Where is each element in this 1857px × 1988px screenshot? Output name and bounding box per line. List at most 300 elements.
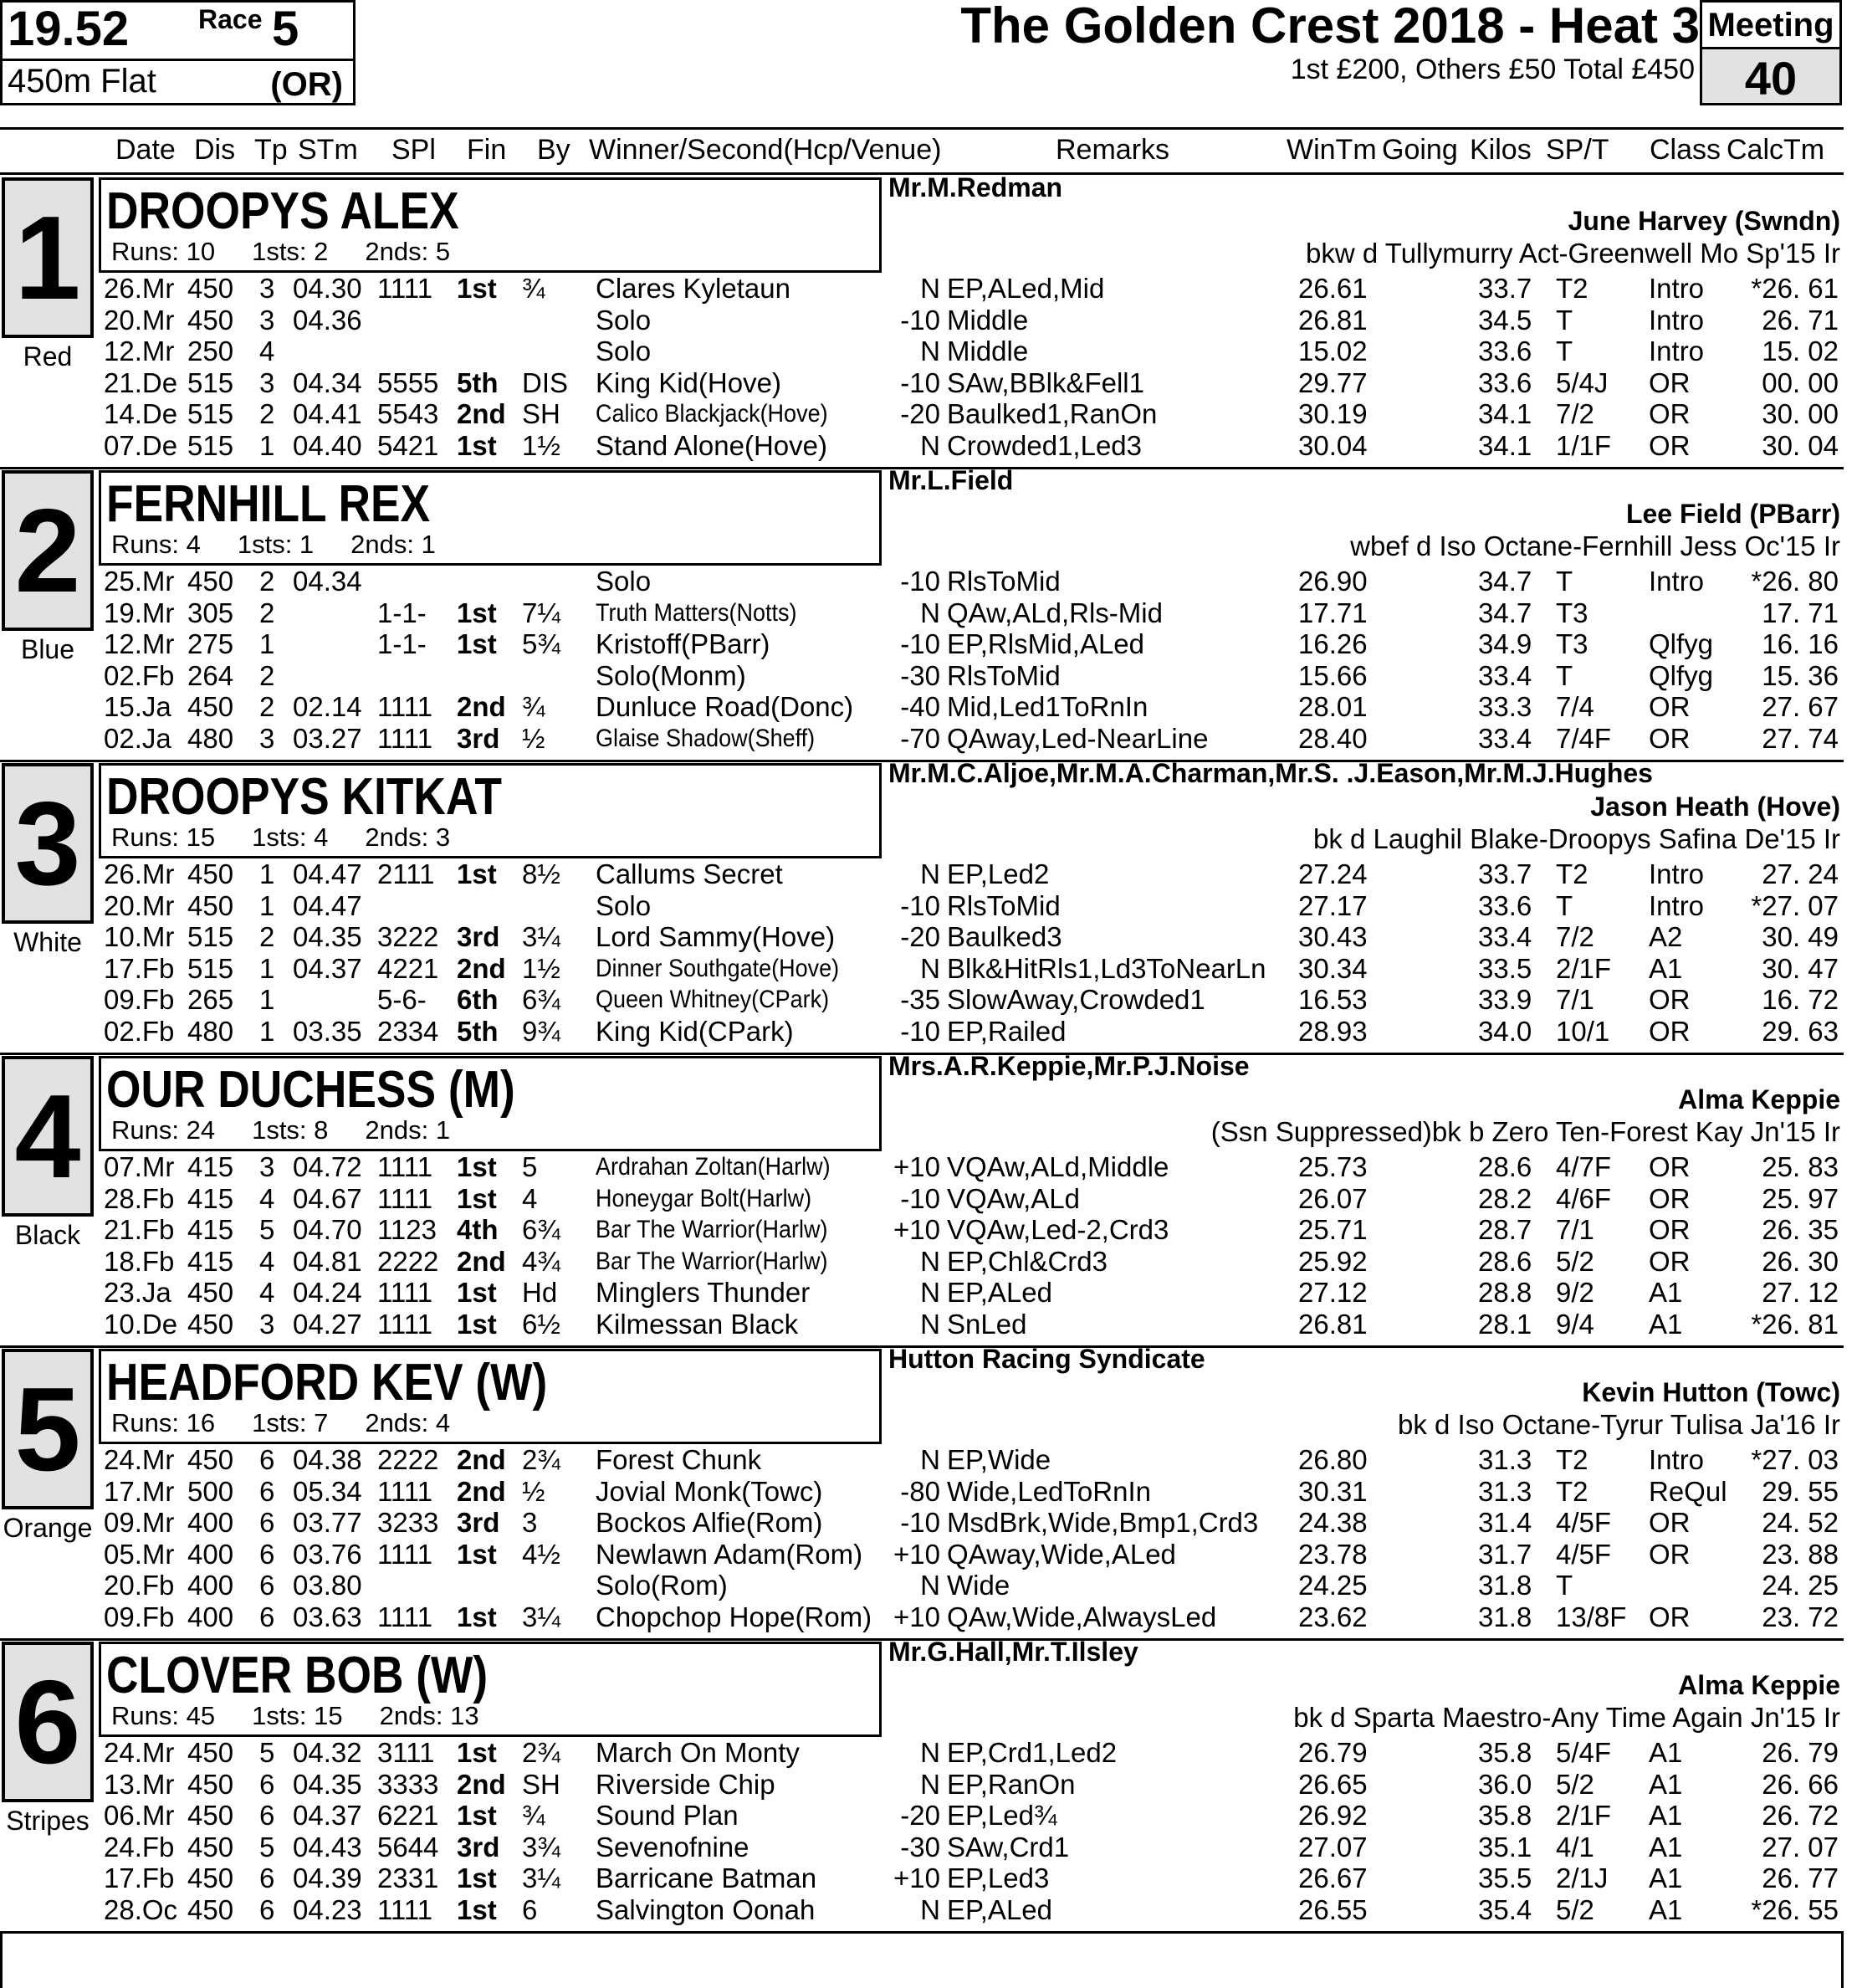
form-remarks: EP,RanOn (947, 1768, 1076, 1800)
race-label: Race (198, 4, 263, 34)
form-stm: 03.27 (293, 722, 362, 754)
runs-count: Runs: 16 (111, 1408, 216, 1437)
form-remarks: RlsToMid (947, 889, 1061, 921)
form-by: SH (522, 1768, 560, 1800)
form-spt: T (1556, 566, 1573, 597)
form-row (0, 1183, 1844, 1215)
form-by: ¾ (522, 1800, 545, 1831)
form-kilos: 28.1 (1478, 1308, 1532, 1340)
form-by: 4½ (522, 1538, 560, 1570)
form-tp: 4 (259, 1182, 275, 1214)
form-date: 05.Mr (104, 1538, 175, 1570)
form-wintm: 16.53 (1298, 984, 1368, 1015)
form-stm: 04.39 (293, 1862, 362, 1893)
runner-1 (0, 172, 1844, 470)
form-tp: 2 (259, 659, 275, 691)
form-winner: Kilmessan Black (596, 1308, 799, 1340)
col-date: Date (115, 134, 176, 166)
form-by: SH (522, 398, 560, 429)
form-date: 24.Fb (104, 1831, 175, 1862)
form-cls: OR (1649, 1601, 1691, 1632)
race-number: 5 (272, 2, 299, 56)
form-row (0, 660, 1844, 692)
breeding: bkw d Tullymurry Act-Greenwell Mo Sp'15 Ir (1305, 238, 1840, 269)
form-spt: T (1556, 304, 1573, 336)
form-date: 14.De (104, 398, 178, 429)
runner-3 (0, 758, 1844, 1056)
form-kilos: 34.7 (1478, 566, 1532, 597)
form-fin: 3rd (457, 722, 500, 754)
form-date: 09.Fb (104, 984, 175, 1015)
form-by: DIS (522, 366, 569, 398)
trap-colour: Stripes (6, 1806, 90, 1836)
form-row (0, 890, 1844, 922)
form-table (0, 1737, 1844, 1925)
form-date: 10.De (104, 1308, 178, 1340)
form-remarks: MsdBrk,Wide,Bmp1,Crd3 (947, 1507, 1259, 1538)
form-by: 8½ (522, 858, 560, 889)
form-row (0, 691, 1844, 723)
form-wintm: 27.07 (1298, 1831, 1368, 1862)
form-date: 21.De (104, 366, 178, 398)
form-wintm: 23.62 (1298, 1601, 1368, 1632)
form-row (0, 1246, 1844, 1278)
form-row (0, 1507, 1844, 1539)
form-winner: King Kid(Hove) (596, 366, 781, 398)
form-winner: Chopchop Hope(Rom) (596, 1601, 872, 1632)
form-by: 3¼ (522, 1601, 560, 1632)
form-cls: OR (1649, 984, 1691, 1015)
form-stm: 04.72 (293, 1151, 362, 1182)
wins-count: 1sts: 1 (237, 530, 315, 559)
form-remarks: Baulked3 (947, 921, 1062, 952)
form-spt: 4/5F (1556, 1507, 1612, 1538)
form-date: 09.Fb (104, 1601, 175, 1632)
col-wintm: WinTm (1287, 134, 1377, 166)
form-by: 1½ (522, 952, 560, 984)
form-spt: 5/2 (1556, 1893, 1594, 1925)
runs-count: Runs: 24 (111, 1115, 216, 1145)
form-dis: 480 (187, 722, 234, 754)
form-calc: 00. 00 (1762, 366, 1839, 398)
trap-number: 5 (2, 1349, 94, 1509)
owner: Mr.G.Hall,Mr.T.Ilsley (888, 1637, 1138, 1667)
form-date: 23.Ja (104, 1277, 171, 1308)
form-calc: 30. 00 (1762, 398, 1839, 429)
form-date: 25.Mr (104, 566, 175, 597)
form-table (0, 273, 1844, 461)
form-spl: 3233 (377, 1507, 439, 1538)
form-spt: 2/1J (1556, 1862, 1609, 1893)
form-tp: 6 (259, 1768, 275, 1800)
form-dis: 500 (187, 1475, 234, 1507)
race-info-box (0, 0, 356, 105)
form-by: Hd (522, 1277, 558, 1308)
form-kilos: 33.6 (1478, 889, 1532, 921)
col-spl: SPl (391, 134, 436, 166)
form-row (0, 305, 1844, 336)
form-wintm: 26.80 (1298, 1444, 1368, 1475)
form-stm: 03.77 (293, 1507, 362, 1538)
form-kilos: 36.0 (1478, 1768, 1532, 1800)
form-tp: 1 (259, 889, 275, 921)
form-wintm: 15.02 (1298, 336, 1368, 366)
form-spl: 1111 (377, 1601, 433, 1632)
dog-stats (111, 237, 487, 267)
form-tp: 1 (259, 952, 275, 984)
form-dis: 515 (187, 398, 234, 429)
form-stm: 04.34 (293, 366, 362, 398)
form-calc: 27. 67 (1762, 691, 1839, 722)
form-date: 09.Mr (104, 1507, 175, 1538)
form-fin: 2nd (457, 1475, 506, 1507)
form-going: -10 (900, 1507, 940, 1538)
col-class: Class (1650, 134, 1721, 166)
form-fin: 1st (457, 1277, 497, 1308)
form-going: -35 (900, 984, 940, 1015)
form-wintm: 30.43 (1298, 921, 1368, 952)
form-spl: 5421 (377, 429, 439, 461)
form-kilos: 28.2 (1478, 1182, 1532, 1214)
form-stm: 04.27 (293, 1308, 362, 1340)
form-date: 17.Fb (104, 952, 175, 984)
form-spl: 1111 (377, 722, 433, 754)
form-remarks: SAw,Crd1 (947, 1831, 1070, 1862)
trap-colour: Blue (20, 634, 75, 664)
wins-count: 1sts: 15 (252, 1701, 343, 1730)
form-remarks: Mid,Led1ToRnIn (947, 691, 1148, 722)
form-spl: 1111 (377, 1277, 433, 1308)
form-tp: 1 (259, 858, 275, 889)
form-spt: 7/4 (1556, 691, 1594, 722)
form-by: 7¼ (522, 597, 560, 628)
form-dis: 450 (187, 691, 234, 722)
breeding: wbef d Iso Octane-Fernhill Jess Oc'15 Ir (1350, 530, 1840, 561)
form-fin: 2nd (457, 691, 506, 722)
form-cls: A1 (1649, 1308, 1683, 1340)
seconds-count: 2nds: 1 (365, 1115, 451, 1145)
form-remarks: VQAw,Led-2,Crd3 (947, 1214, 1169, 1245)
form-kilos: 28.7 (1478, 1214, 1532, 1245)
form-going: N (920, 1768, 940, 1800)
form-spl: 3333 (377, 1768, 439, 1800)
form-by: 4 (522, 1182, 538, 1214)
form-winner: Ardrahan Zoltan(Harlw) (596, 1153, 831, 1181)
form-going: -30 (900, 659, 940, 691)
trap-number: 2 (2, 470, 94, 631)
form-kilos: 31.3 (1478, 1475, 1532, 1507)
form-calc: 16. 16 (1762, 628, 1839, 659)
form-row (0, 723, 1844, 755)
breeding: bk d Sparta Maestro-Any Time Again Jn'15 Ir (1293, 1702, 1840, 1733)
form-remarks: EP,Crd1,Led2 (947, 1737, 1118, 1768)
form-cls: OR (1649, 691, 1691, 722)
form-calc: 26. 66 (1762, 1768, 1839, 1800)
form-going: -10 (900, 304, 940, 336)
form-winner: Solo(Monm) (596, 659, 746, 691)
form-wintm: 27.17 (1298, 889, 1368, 921)
form-tp: 5 (259, 1737, 275, 1768)
form-date: 13.Mr (104, 1768, 175, 1800)
form-going: +10 (893, 1601, 940, 1632)
col-stm: STm (298, 134, 358, 166)
form-row (0, 1800, 1844, 1832)
form-winner: Truth Matters(Notts) (596, 598, 797, 627)
form-dis: 400 (187, 1538, 234, 1570)
form-calc: 29. 55 (1762, 1475, 1839, 1507)
form-cls: Intro (1649, 273, 1705, 304)
form-spt: 4/6F (1556, 1182, 1612, 1214)
form-dis: 450 (187, 304, 234, 336)
form-dis: 450 (187, 1308, 234, 1340)
form-date: 10.Mr (104, 921, 175, 952)
form-stm: 04.43 (293, 1831, 362, 1862)
form-tp: 4 (259, 336, 275, 366)
form-fin: 2nd (457, 952, 506, 984)
form-winner: Stand Alone(Hove) (596, 429, 828, 461)
form-fin: 2nd (457, 1768, 506, 1800)
form-spt: 7/4F (1556, 722, 1612, 754)
meeting-number: 40 (1744, 52, 1798, 105)
form-spt: 13/8F (1556, 1601, 1627, 1632)
form-spl: 2331 (377, 1862, 439, 1893)
form-row (0, 367, 1844, 399)
dog-stats (111, 1115, 487, 1145)
form-spt: 2/1F (1556, 952, 1612, 984)
form-going: -10 (900, 628, 940, 659)
meeting-label: Meeting (1702, 3, 1839, 49)
form-wintm: 26.92 (1298, 1800, 1368, 1831)
form-cls: A1 (1649, 1737, 1683, 1768)
form-winner: Sound Plan (596, 1800, 739, 1831)
form-spl: 2111 (377, 858, 435, 889)
form-kilos: 35.4 (1478, 1893, 1532, 1925)
form-cls: OR (1649, 1507, 1691, 1538)
form-cls: Intro (1649, 889, 1705, 921)
form-wintm: 25.73 (1298, 1151, 1368, 1182)
trainer: Kevin Hutton (Towc) (1582, 1377, 1840, 1407)
form-fin: 3rd (457, 1507, 500, 1538)
trainer: Alma Keppie (1678, 1084, 1840, 1114)
dog-name: FERNHILL REX (106, 475, 431, 533)
dog-name: HEADFORD KEV (W) (106, 1354, 548, 1412)
form-stm: 04.81 (293, 1245, 362, 1277)
form-date: 02.Fb (104, 659, 175, 691)
form-wintm: 30.19 (1298, 398, 1368, 429)
form-going: -10 (900, 566, 940, 597)
form-kilos: 34.7 (1478, 597, 1532, 628)
form-cls: OR (1649, 366, 1691, 398)
form-dis: 265 (187, 984, 234, 1015)
form-remarks: Baulked1,RanOn (947, 398, 1158, 429)
form-date: 12.Mr (104, 336, 175, 366)
form-fin: 1st (457, 273, 497, 304)
seconds-count: 2nds: 1 (350, 530, 436, 559)
form-fin: 1st (457, 597, 497, 628)
form-calc: *26. 55 (1751, 1893, 1839, 1925)
form-row (0, 1016, 1844, 1048)
form-dis: 415 (187, 1151, 234, 1182)
form-remarks: EP,Led2 (947, 858, 1050, 889)
dog-name: OUR DUCHESS (M) (106, 1061, 515, 1119)
form-calc: 23. 72 (1762, 1601, 1839, 1632)
col-by: By (537, 134, 570, 166)
form-kilos: 31.8 (1478, 1570, 1532, 1601)
form-tp: 6 (259, 1800, 275, 1831)
form-remarks: EP,Wide (947, 1444, 1051, 1475)
form-by: ½ (522, 1475, 545, 1507)
form-tp: 2 (259, 691, 275, 722)
col-spt: SP/T (1546, 134, 1609, 166)
form-spt: 9/2 (1556, 1277, 1594, 1308)
form-cls: A1 (1649, 1277, 1683, 1308)
form-kilos: 33.4 (1478, 921, 1532, 952)
form-remarks: EP,ALed (947, 1893, 1053, 1925)
form-spt: T2 (1556, 1475, 1588, 1507)
form-spl: 1111 (377, 1308, 433, 1340)
form-spt: 7/1 (1556, 984, 1594, 1015)
form-date: 24.Mr (104, 1737, 175, 1768)
form-calc: 15. 02 (1762, 336, 1839, 366)
form-spt: 5/4F (1556, 1737, 1612, 1768)
form-date: 26.Mr (104, 858, 175, 889)
form-winner: Forest Chunk (596, 1444, 762, 1475)
form-kilos: 35.5 (1478, 1862, 1532, 1893)
dog-name-box (99, 1349, 882, 1444)
form-dis: 450 (187, 566, 234, 597)
form-winner: Dinner Southgate(Hove) (596, 954, 840, 982)
form-wintm: 30.31 (1298, 1475, 1368, 1507)
form-row (0, 1444, 1844, 1476)
form-spt: 10/1 (1556, 1015, 1610, 1047)
form-calc: 30. 04 (1762, 429, 1839, 461)
form-fin: 2nd (457, 398, 506, 429)
form-date: 02.Fb (104, 1015, 175, 1047)
form-tp: 4 (259, 1277, 275, 1308)
runs-count: Runs: 15 (111, 822, 216, 852)
form-by: 3 (522, 1507, 538, 1538)
runs-count: Runs: 4 (111, 530, 201, 559)
form-stm: 03.63 (293, 1601, 362, 1632)
form-fin: 1st (457, 1308, 497, 1340)
race-title: The Golden Crest 2018 - Heat 3 (960, 0, 1700, 54)
race-grade: (OR) (270, 66, 343, 103)
form-stm: 04.32 (293, 1737, 362, 1768)
form-going: -70 (900, 722, 940, 754)
form-kilos: 31.8 (1478, 1601, 1532, 1632)
form-row (0, 1214, 1844, 1246)
form-by: 6 (522, 1893, 538, 1925)
form-row (0, 398, 1844, 430)
form-going: N (920, 1893, 940, 1925)
form-stm: 03.80 (293, 1570, 362, 1601)
dog-name-box (99, 470, 882, 566)
wins-count: 1sts: 4 (252, 822, 329, 852)
trap-colour: Black (14, 1220, 81, 1250)
form-date: 19.Mr (104, 597, 175, 628)
seconds-count: 2nds: 4 (365, 1408, 451, 1437)
form-stm: 03.35 (293, 1015, 362, 1047)
form-wintm: 29.77 (1298, 366, 1368, 398)
form-going: -80 (900, 1475, 940, 1507)
form-wintm: 27.24 (1298, 858, 1368, 889)
form-spl: 5543 (377, 398, 439, 429)
runs-count: Runs: 10 (111, 237, 216, 266)
form-winner: Kristoff(PBarr) (596, 628, 770, 659)
form-spt: 4/5F (1556, 1538, 1612, 1570)
form-dis: 450 (187, 1737, 234, 1768)
form-going: N (920, 1737, 940, 1768)
form-stm: 04.35 (293, 1768, 362, 1800)
form-fin: 2nd (457, 1444, 506, 1475)
form-fin: 1st (457, 1538, 497, 1570)
col-fin: Fin (467, 134, 507, 166)
dog-stats (111, 822, 487, 853)
form-calc: 23. 88 (1762, 1538, 1839, 1570)
form-fin: 1st (457, 1893, 497, 1925)
form-going: N (920, 1308, 940, 1340)
form-remarks: QAway,Wide,ALed (947, 1538, 1176, 1570)
form-calc: *26. 80 (1751, 566, 1839, 597)
dog-name-box (99, 1642, 882, 1737)
form-calc: 27. 74 (1762, 722, 1839, 754)
form-wintm: 30.34 (1298, 952, 1368, 984)
form-dis: 515 (187, 921, 234, 952)
form-dis: 450 (187, 889, 234, 921)
form-winner: King Kid(CPark) (596, 1015, 794, 1047)
dog-name: CLOVER BOB (W) (106, 1647, 489, 1704)
form-spt: 4/1 (1556, 1831, 1594, 1862)
form-cls: OR (1649, 1182, 1691, 1214)
col-kilos: Kilos (1470, 134, 1532, 166)
form-kilos: 31.3 (1478, 1444, 1532, 1475)
form-row (0, 1476, 1844, 1508)
col-calctm: CalcTm (1727, 134, 1825, 166)
form-by: 3¼ (522, 1862, 560, 1893)
form-kilos: 28.6 (1478, 1151, 1532, 1182)
form-by: ¾ (522, 273, 545, 304)
form-stm: 04.37 (293, 952, 362, 984)
form-dis: 450 (187, 273, 234, 304)
form-dis: 480 (187, 1015, 234, 1047)
trap-colour: White (13, 927, 82, 957)
form-tp: 4 (259, 1245, 275, 1277)
form-winner: Queen Whitney(CPark) (596, 986, 830, 1013)
form-spl: 1111 (377, 1475, 433, 1507)
form-stm: 02.14 (293, 691, 362, 722)
form-kilos: 33.9 (1478, 984, 1532, 1015)
form-calc: 27. 12 (1762, 1277, 1839, 1308)
form-dis: 450 (187, 1800, 234, 1831)
form-tp: 5 (259, 1831, 275, 1862)
form-dis: 305 (187, 597, 234, 628)
form-row (0, 921, 1844, 953)
form-calc: 30. 47 (1762, 952, 1839, 984)
form-cls: OR (1649, 1538, 1691, 1570)
form-dis: 400 (187, 1601, 234, 1632)
form-spt: T2 (1556, 858, 1588, 889)
form-stm: 04.67 (293, 1182, 362, 1214)
trap-colour: Orange (3, 1513, 93, 1543)
form-spl: 2222 (377, 1245, 439, 1277)
form-spt: 5/4J (1556, 366, 1609, 398)
form-spt: T (1556, 336, 1573, 366)
form-spt: 7/1 (1556, 1214, 1594, 1245)
form-remarks: Middle (947, 336, 1029, 366)
form-calc: 24. 25 (1762, 1570, 1839, 1601)
owner: Mr.M.Redman (888, 172, 1063, 202)
race-info-divider (3, 59, 353, 61)
